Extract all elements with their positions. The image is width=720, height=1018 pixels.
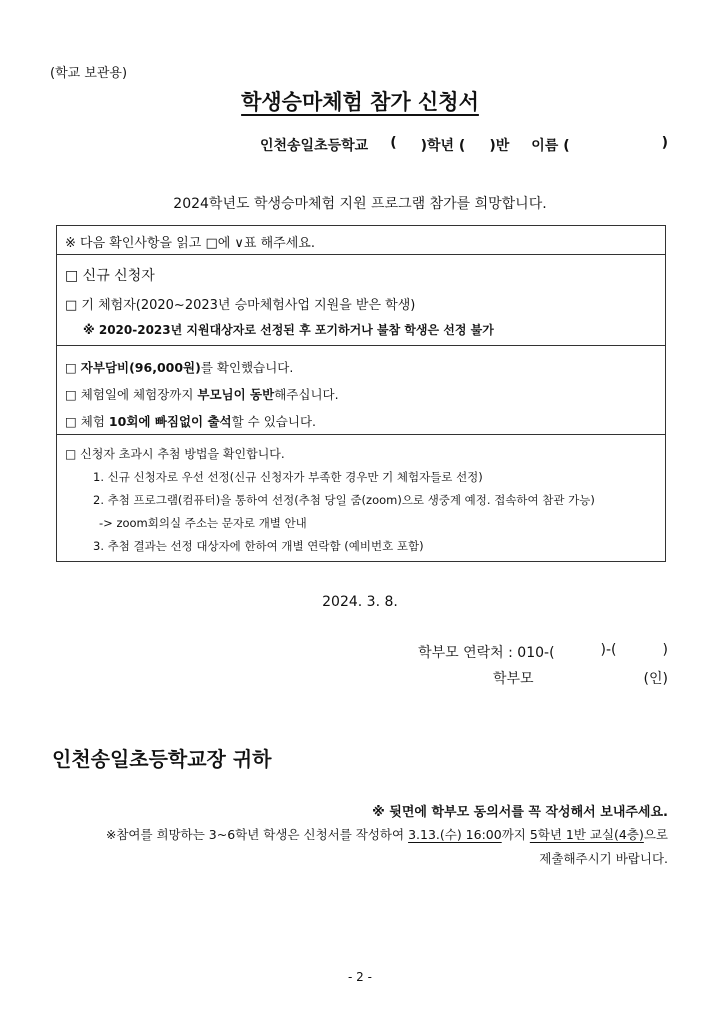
fee-amount: 자부담비(96,000원) bbox=[80, 360, 201, 375]
confirm-fee[interactable] bbox=[65, 358, 665, 376]
confirm-attendance[interactable] bbox=[65, 412, 665, 430]
class-field: )반 bbox=[489, 138, 510, 154]
submission-place: 5학년 1반 교실(4층) bbox=[529, 827, 644, 842]
parent-signature-line bbox=[493, 668, 668, 688]
confirm-parent-prefix: □ 체험일에 체험장까지 bbox=[65, 387, 198, 402]
new-applicant-option[interactable]: □ 신규 신청자 bbox=[65, 268, 155, 284]
lottery-item-2-sub: -> zoom회의실 주소는 문자로 개별 안내 bbox=[99, 516, 307, 530]
confirm-fee-text: 를 확인했습니다. bbox=[200, 360, 294, 375]
parent-contact-line bbox=[418, 642, 668, 662]
submission-deadline: 3.13.(수) 16:00 bbox=[408, 827, 502, 842]
school-name: 인천송일초등학교 bbox=[259, 138, 369, 154]
name-close-paren: ) bbox=[661, 135, 668, 151]
school-info-line bbox=[260, 135, 668, 155]
title-text: 학생승마체험 참가 신청서 bbox=[241, 90, 479, 114]
prior-applicant-note: ※ 2020-2023년 지원대상자로 선정된 후 포기하거나 불참 학생은 선정 불가 bbox=[83, 323, 494, 337]
confirm-parent-accompany[interactable] bbox=[65, 385, 665, 403]
lottery-box bbox=[56, 434, 666, 562]
submission-note-mid: 까지 bbox=[501, 827, 530, 842]
grade-field: )학년 ( bbox=[420, 138, 466, 154]
contact-mid: )-( bbox=[600, 642, 617, 658]
contact-end: ) bbox=[662, 642, 668, 658]
lottery-item-1: 1. 신규 신청자로 우선 선정(신규 신청자가 부족한 경우만 기 체험자들로 선정) bbox=[93, 470, 483, 484]
checkbox[interactable]: □ bbox=[65, 360, 81, 375]
addressee: 인천송일초등학교장 귀하 bbox=[52, 747, 272, 771]
attendance-bold: 10회에 빠짐없이 출석 bbox=[108, 414, 232, 429]
lottery-item-2: 2. 추첨 프로그램(컴퓨터)을 통하여 선정(추첨 당일 줌(zoom)으로 생중계 예정. 접속하여 참관 가능) bbox=[93, 493, 595, 507]
intro-statement: 2024학년도 학생승마체험 지원 프로그램 참가를 희망합니다. bbox=[173, 196, 547, 212]
submission-note-prefix: ※참여를 희망하는 3~6학년 학생은 신청서를 작성하여 bbox=[105, 827, 409, 842]
submission-note-end: 으로 bbox=[643, 827, 668, 842]
page-number: - 2 - bbox=[348, 970, 372, 984]
seal-mark: (인) bbox=[643, 671, 668, 687]
submission-note-closing: 제출해주시기 바랍니다. bbox=[539, 851, 668, 866]
confirm-attendance-prefix: □ 체험 bbox=[65, 414, 109, 429]
storage-label: (학교 보관용) bbox=[50, 66, 128, 81]
application-date: 2024. 3. 8. bbox=[322, 594, 398, 610]
instruction-box bbox=[56, 225, 666, 255]
lottery-item-3: 3. 추첨 결과는 선정 대상자에 한하여 개별 연락함 (예비번호 포함) bbox=[93, 539, 424, 553]
confirmation-box bbox=[56, 345, 666, 435]
prior-applicant-option[interactable]: □ 기 체험자(2020~2023년 승마체험사업 지원을 받은 학생) bbox=[65, 298, 416, 313]
parent-accompany-bold: 부모님이 동반 bbox=[197, 387, 275, 402]
contact-label: 학부모 연락처 : 010-( bbox=[418, 645, 555, 661]
confirm-attendance-text: 할 수 있습니다. bbox=[231, 414, 316, 429]
grade-open-paren: ( bbox=[390, 135, 397, 151]
confirm-parent-text: 해주십니다. bbox=[274, 387, 339, 402]
instruction-text: ※ 다음 확인사항을 읽고 □에 ∨표 해주세요. bbox=[65, 236, 315, 251]
submission-note bbox=[106, 825, 668, 843]
name-field: 이름 ( bbox=[531, 138, 570, 154]
parent-label: 학부모 bbox=[492, 671, 534, 687]
lottery-heading[interactable]: □ 신청자 초과시 추첨 방법을 확인합니다. bbox=[65, 447, 285, 461]
document-title bbox=[0, 86, 720, 116]
applicant-type-box bbox=[56, 254, 666, 346]
consent-reminder: ※ 뒷면에 학부모 동의서를 꼭 작성해서 보내주세요. bbox=[372, 805, 668, 820]
